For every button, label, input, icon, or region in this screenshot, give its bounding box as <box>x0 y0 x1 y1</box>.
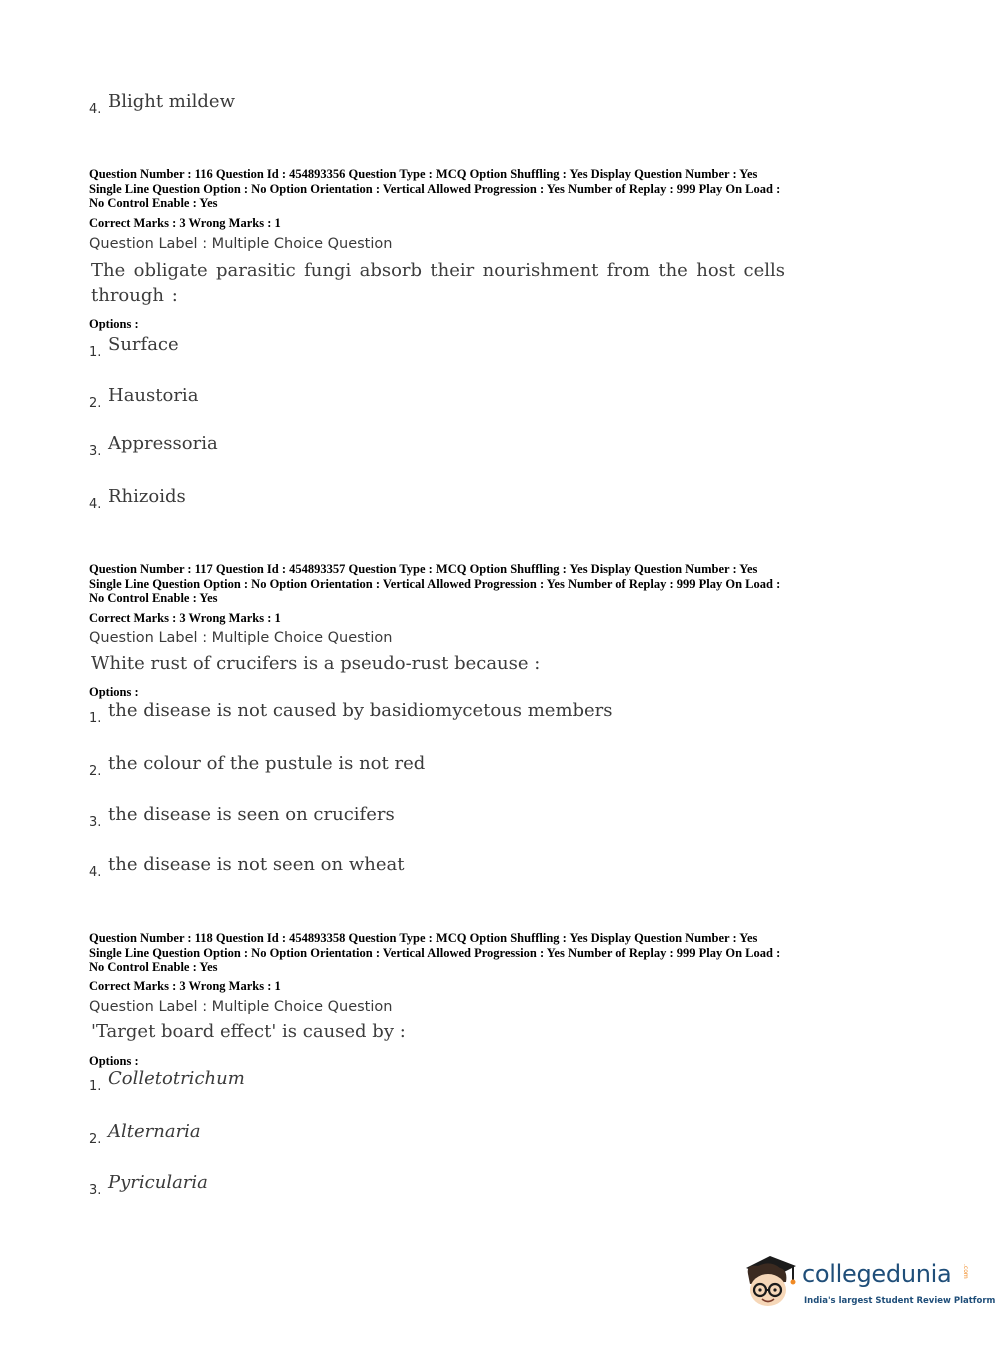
option-number: 2. <box>89 764 102 779</box>
option-text: Haustoria <box>108 385 199 406</box>
question-118-metadata <box>89 931 929 975</box>
question-116-label: Question Label : Multiple Choice Question <box>89 236 393 252</box>
option-number: 3. <box>89 815 102 830</box>
question-118-options-heading: Options : <box>89 1054 139 1068</box>
metadata-line: Question Number : 116 Question Id : 454893356 Question Type : MCQ Option Shuffling : Yes Display Question Number : Yes <box>89 167 758 181</box>
option-text: Blight mildew <box>108 91 235 112</box>
question-117-metadata <box>89 562 929 606</box>
metadata-line: No Control Enable : Yes <box>89 591 218 605</box>
option-number: 1. <box>89 1079 102 1094</box>
option-text: Surface <box>108 334 179 355</box>
option-number: 1. <box>89 345 102 360</box>
option-number: 4. <box>89 497 102 512</box>
question-116-marks: Correct Marks : 3 Wrong Marks : 1 <box>89 216 281 230</box>
logo-tagline: India's largest Student Review Platform <box>804 1296 996 1306</box>
mascot-icon <box>740 1252 802 1312</box>
question-116-options-heading: Options : <box>89 317 139 331</box>
metadata-line: No Control Enable : Yes <box>89 196 218 210</box>
question-118-label: Question Label : Multiple Choice Question <box>89 999 393 1015</box>
option-text: Alternaria <box>108 1121 201 1142</box>
metadata-line: Single Line Question Option : No Option Orientation : Vertical Allowed Progression : Yes Number of Replay : 999 Play On Load : <box>89 945 781 960</box>
option-text: Rhizoids <box>108 486 186 507</box>
option-number: 4. <box>89 102 102 117</box>
option-number: 1. <box>89 711 102 726</box>
option-text: Pyricularia <box>108 1172 208 1193</box>
collegedunia-logo <box>740 1250 996 1320</box>
option-text: the disease is not caused by basidiomycetous members <box>108 700 613 721</box>
question-117-text: White rust of crucifers is a pseudo-rust because : <box>91 653 541 674</box>
option-text: Colletotrichum <box>108 1068 245 1089</box>
question-116-metadata <box>89 167 929 211</box>
question-117-marks: Correct Marks : 3 Wrong Marks : 1 <box>89 611 281 625</box>
option-number: 3. <box>89 444 102 459</box>
logo-suffix: .com <box>962 1264 969 1279</box>
option-text: the disease is seen on crucifers <box>108 804 395 825</box>
metadata-line: Single Line Question Option : No Option Orientation : Vertical Allowed Progression : Yes Number of Replay : 999 Play On Load : <box>89 181 781 196</box>
question-117-label: Question Label : Multiple Choice Question <box>89 630 393 646</box>
logo-wordmark: collegedunia <box>802 1260 952 1288</box>
question-116-text: The obligate parasitic fungi absorb their nourishment from the host cells through : <box>91 260 785 306</box>
question-117-options-heading: Options : <box>89 685 139 699</box>
option-text: Appressoria <box>108 433 218 454</box>
question-118-marks: Correct Marks : 3 Wrong Marks : 1 <box>89 979 281 993</box>
option-number: 2. <box>89 396 102 411</box>
option-number: 4. <box>89 865 102 880</box>
metadata-line: Single Line Question Option : No Option Orientation : Vertical Allowed Progression : Yes Number of Replay : 999 Play On Load : <box>89 576 781 591</box>
metadata-line: Question Number : 117 Question Id : 454893357 Question Type : MCQ Option Shuffling : Yes Display Question Number : Yes <box>89 562 758 576</box>
option-text: the colour of the pustule is not red <box>108 753 426 774</box>
option-text: the disease is not seen on wheat <box>108 854 405 875</box>
option-number: 2. <box>89 1132 102 1147</box>
question-118-text: 'Target board effect' is caused by : <box>91 1021 406 1042</box>
metadata-line: No Control Enable : Yes <box>89 960 218 974</box>
metadata-line: Question Number : 118 Question Id : 454893358 Question Type : MCQ Option Shuffling : Yes Display Question Number : Yes <box>89 931 758 945</box>
option-number: 3. <box>89 1183 102 1198</box>
